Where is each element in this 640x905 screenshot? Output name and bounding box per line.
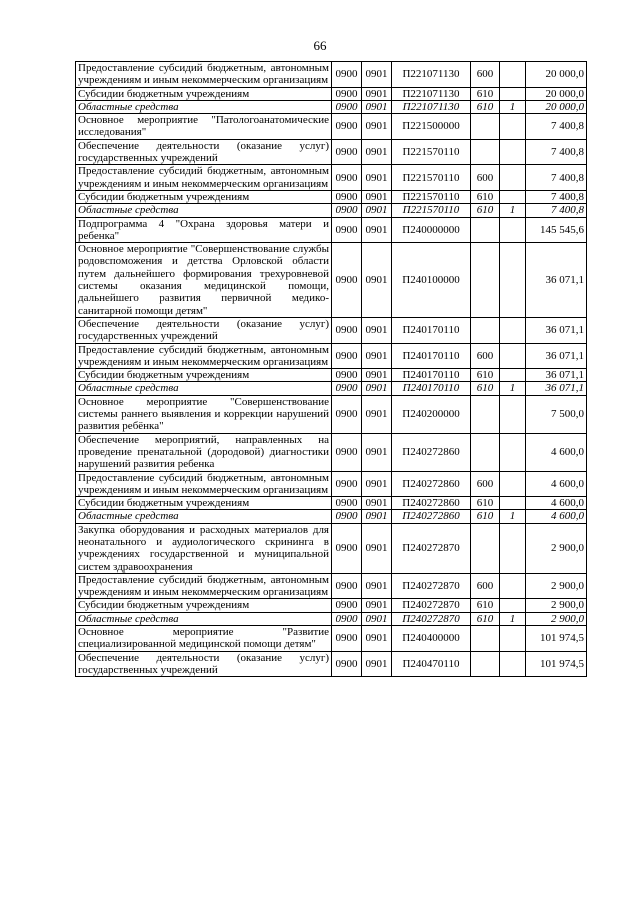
ministry-code: 0900 [332,87,362,100]
section-code: 0901 [362,523,392,573]
ministry-code: 0900 [332,243,362,318]
section-code: 0901 [362,612,392,625]
funding-source-code [500,243,526,318]
table-row [76,204,587,217]
expense-name: Областные средства [76,510,332,523]
table-row [76,165,587,191]
section-code: 0901 [362,599,392,612]
amount: 7 400,8 [526,190,587,203]
expense-name: Закупка оборудования и расходных материалов для неонатального и аудиологического скрининга в учреждениях государственной и муниципальной систем здравоохранения [76,523,332,573]
expense-type-code [471,114,500,140]
expense-type-code [471,317,500,343]
ministry-code: 0900 [332,395,362,433]
table-row [76,317,587,343]
expense-type-code [471,651,500,677]
target-article-code: П240272870 [392,599,471,612]
funding-source-code [500,573,526,599]
target-article-code: П221071130 [392,62,471,88]
table-row [76,243,587,318]
funding-source-code [500,87,526,100]
expense-type-code: 600 [471,165,500,191]
expense-name: Предоставление субсидий бюджетным, автономным учреждениям и иным некоммерческим организациям [76,471,332,497]
section-code: 0901 [362,190,392,203]
amount: 2 900,0 [526,573,587,599]
section-code: 0901 [362,139,392,165]
expense-name: Основное мероприятие "Совершенствование системы раннего выявления и коррекции нарушений развития ребёнка" [76,395,332,433]
ministry-code: 0900 [332,204,362,217]
table-row [76,100,587,113]
expense-type-code: 600 [471,573,500,599]
amount: 7 400,8 [526,204,587,217]
section-code: 0901 [362,87,392,100]
ministry-code: 0900 [332,217,362,243]
table-row [76,626,587,652]
expense-type-code: 610 [471,87,500,100]
expense-name: Субсидии бюджетным учреждениям [76,190,332,203]
ministry-code: 0900 [332,114,362,140]
amount: 4 600,0 [526,510,587,523]
expense-type-code [471,626,500,652]
target-article-code: П221071130 [392,100,471,113]
section-code: 0901 [362,217,392,243]
funding-source-code [500,317,526,343]
funding-source-code [500,369,526,382]
section-code: 0901 [362,626,392,652]
amount: 7 400,8 [526,139,587,165]
expense-name: Областные средства [76,204,332,217]
target-article-code: П221071130 [392,87,471,100]
expense-type-code: 610 [471,382,500,395]
amount: 2 900,0 [526,523,587,573]
expense-type-code [471,243,500,318]
table-row [76,433,587,471]
target-article-code: П240170110 [392,343,471,369]
expense-name: Субсидии бюджетным учреждениям [76,87,332,100]
ministry-code: 0900 [332,599,362,612]
target-article-code: П240400000 [392,626,471,652]
funding-source-code: 1 [500,100,526,113]
table-row [76,523,587,573]
expense-name: Субсидии бюджетным учреждениям [76,497,332,510]
expense-type-code [471,139,500,165]
funding-source-code [500,62,526,88]
table-row [76,651,587,677]
funding-source-code [500,190,526,203]
expense-name: Основное мероприятие "Развитие специализированной медицинской помощи детям" [76,626,332,652]
budget-table [75,61,587,677]
section-code: 0901 [362,395,392,433]
ministry-code: 0900 [332,343,362,369]
target-article-code: П221570110 [392,165,471,191]
expense-type-code: 600 [471,62,500,88]
expense-name: Субсидии бюджетным учреждениям [76,369,332,382]
expense-name: Областные средства [76,100,332,113]
expense-type-code: 610 [471,190,500,203]
expense-type-code [471,433,500,471]
expense-type-code: 610 [471,612,500,625]
target-article-code: П240272860 [392,471,471,497]
target-article-code: П240470110 [392,651,471,677]
expense-name: Обеспечение мероприятий, направленных на проведение пренатальной (дородовой) диагностики нарушений развития ребенка [76,433,332,471]
ministry-code: 0900 [332,651,362,677]
table-row [76,497,587,510]
funding-source-code [500,497,526,510]
amount: 4 600,0 [526,497,587,510]
section-code: 0901 [362,100,392,113]
section-code: 0901 [362,471,392,497]
ministry-code: 0900 [332,523,362,573]
amount: 7 400,8 [526,165,587,191]
expense-name: Обеспечение деятельности (оказание услуг) государственных учреждений [76,139,332,165]
funding-source-code [500,651,526,677]
target-article-code: П221570110 [392,190,471,203]
funding-source-code [500,626,526,652]
amount: 20 000,0 [526,100,587,113]
funding-source-code [500,433,526,471]
amount: 36 071,1 [526,382,587,395]
table-row [76,190,587,203]
amount: 145 545,6 [526,217,587,243]
target-article-code: П240272870 [392,573,471,599]
section-code: 0901 [362,165,392,191]
table-row [76,369,587,382]
table-row [76,382,587,395]
funding-source-code [500,471,526,497]
funding-source-code [500,139,526,165]
expense-name: Областные средства [76,612,332,625]
section-code: 0901 [362,497,392,510]
table-row [76,62,587,88]
table-row [76,217,587,243]
funding-source-code [500,165,526,191]
table-row [76,573,587,599]
section-code: 0901 [362,204,392,217]
section-code: 0901 [362,343,392,369]
ministry-code: 0900 [332,471,362,497]
ministry-code: 0900 [332,497,362,510]
expense-type-code [471,395,500,433]
table-row [76,139,587,165]
expense-name: Предоставление субсидий бюджетным, автономным учреждениям и иным некоммерческим организациям [76,62,332,88]
expense-type-code [471,217,500,243]
target-article-code: П240170110 [392,317,471,343]
expense-name: Субсидии бюджетным учреждениям [76,599,332,612]
funding-source-code: 1 [500,612,526,625]
ministry-code: 0900 [332,100,362,113]
amount: 2 900,0 [526,599,587,612]
funding-source-code [500,599,526,612]
expense-name: Основное мероприятие "Совершенствование службы родовспоможения и детства Орловской области путем дальнейшего формирования трехуровневой системы оказания медицинской помощи, дальнейшего развития первичной медико-санитарной помощи детям" [76,243,332,318]
section-code: 0901 [362,573,392,599]
amount: 4 600,0 [526,433,587,471]
ministry-code: 0900 [332,510,362,523]
ministry-code: 0900 [332,190,362,203]
target-article-code: П240272860 [392,497,471,510]
section-code: 0901 [362,651,392,677]
table-row [76,395,587,433]
ministry-code: 0900 [332,165,362,191]
expense-name: Основное мероприятие "Патологоанатомические исследования" [76,114,332,140]
expense-type-code: 610 [471,204,500,217]
amount: 36 071,1 [526,243,587,318]
target-article-code: П221570110 [392,204,471,217]
amount: 7 500,0 [526,395,587,433]
target-article-code: П240272870 [392,612,471,625]
funding-source-code [500,395,526,433]
amount: 101 974,5 [526,651,587,677]
target-article-code: П240200000 [392,395,471,433]
expense-name: Подпрограмма 4 "Охрана здоровья матери и ребенка" [76,217,332,243]
target-article-code: П221570110 [392,139,471,165]
funding-source-code: 1 [500,510,526,523]
expense-name: Обеспечение деятельности (оказание услуг) государственных учреждений [76,317,332,343]
ministry-code: 0900 [332,433,362,471]
expense-name: Предоставление субсидий бюджетным, автономным учреждениям и иным некоммерческим организациям [76,165,332,191]
amount: 101 974,5 [526,626,587,652]
section-code: 0901 [362,510,392,523]
ministry-code: 0900 [332,573,362,599]
target-article-code: П240170110 [392,382,471,395]
table-row [76,87,587,100]
amount: 36 071,1 [526,343,587,369]
ministry-code: 0900 [332,626,362,652]
ministry-code: 0900 [332,62,362,88]
expense-type-code: 600 [471,471,500,497]
amount: 20 000,0 [526,87,587,100]
expense-name: Предоставление субсидий бюджетным, автономным учреждениям и иным некоммерческим организациям [76,343,332,369]
table-row [76,612,587,625]
funding-source-code: 1 [500,204,526,217]
ministry-code: 0900 [332,139,362,165]
expense-type-code: 600 [471,343,500,369]
expense-type-code [471,523,500,573]
table-row [76,343,587,369]
amount: 2 900,0 [526,612,587,625]
expense-type-code: 610 [471,497,500,510]
amount: 7 400,8 [526,114,587,140]
funding-source-code [500,343,526,369]
expense-name: Предоставление субсидий бюджетным, автономным учреждениям и иным некоммерческим организациям [76,573,332,599]
section-code: 0901 [362,62,392,88]
section-code: 0901 [362,114,392,140]
funding-source-code [500,523,526,573]
amount: 20 000,0 [526,62,587,88]
target-article-code: П240100000 [392,243,471,318]
target-article-code: П221500000 [392,114,471,140]
expense-type-code: 610 [471,369,500,382]
section-code: 0901 [362,369,392,382]
target-article-code: П240000000 [392,217,471,243]
ministry-code: 0900 [332,382,362,395]
expense-type-code: 610 [471,100,500,113]
target-article-code: П240272860 [392,510,471,523]
table-row [76,114,587,140]
expense-type-code: 610 [471,599,500,612]
table-body [76,62,587,677]
section-code: 0901 [362,382,392,395]
table-row [76,510,587,523]
table-row [76,599,587,612]
ministry-code: 0900 [332,612,362,625]
target-article-code: П240272860 [392,433,471,471]
section-code: 0901 [362,243,392,318]
amount: 36 071,1 [526,369,587,382]
section-code: 0901 [362,317,392,343]
expense-name: Обеспечение деятельности (оказание услуг) государственных учреждений [76,651,332,677]
expense-name: Областные средства [76,382,332,395]
amount: 4 600,0 [526,471,587,497]
amount: 36 071,1 [526,317,587,343]
funding-source-code [500,217,526,243]
section-code: 0901 [362,433,392,471]
target-article-code: П240170110 [392,369,471,382]
ministry-code: 0900 [332,317,362,343]
page-number: 66 [313,38,327,53]
table-row [76,471,587,497]
expense-type-code: 610 [471,510,500,523]
target-article-code: П240272870 [392,523,471,573]
ministry-code: 0900 [332,369,362,382]
funding-source-code [500,114,526,140]
funding-source-code: 1 [500,382,526,395]
